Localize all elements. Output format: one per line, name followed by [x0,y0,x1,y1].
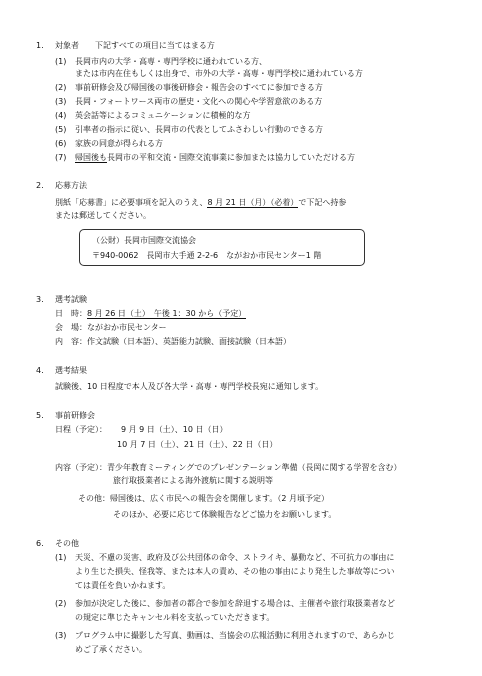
list-item-number: (3) [55,97,67,106]
text-part: で下記へ持参 [298,198,347,207]
training-other-2: そのほか、必要に応じて体験報告などご協力をお願いします。 [113,510,337,519]
list-item: 長岡市内の大学・高専・専門学校に通われている方、 [75,57,267,66]
section-1-number: 1. [36,41,44,50]
training-content-2: 旅行取扱業者による海外渡航に関する説明等 [113,476,273,485]
section-5-heading: 事前研修会 [55,411,95,420]
deadline: 8 月 21 日（月）（必着） [207,198,299,207]
exam-date-value: 8 月 26 日（土） 午後 1：30 から（予定） [87,309,247,318]
exam-date [55,309,246,319]
section-3-number: 3. [36,295,44,304]
list-item: 参加が決定した後に、参加者の都合で参加を辞退する場合は、主催者や旅行取扱業者など [75,599,395,608]
result-notice: 試験後、10 日程度で本人及び各大学・高専・専門学校長宛に通知します。 [55,382,324,391]
list-item-number: (3) [55,631,67,640]
application-instructions-2: または郵送してください。 [55,211,151,220]
list-item-number: (5) [55,125,67,134]
list-item [75,153,355,163]
section-5-number: 5. [36,411,44,420]
organization-name: （公財）長岡市国際交流協会 [92,236,196,245]
application-instructions [55,198,346,208]
exam-date-label: 日 時： [55,309,87,318]
section-4-number: 4. [36,366,44,375]
section-6-heading: その他 [55,539,79,548]
section-6-number: 6. [36,539,44,548]
list-item: プログラム中に撮影した写真、動画は、当協会の広報活動に利用されますので、あらかじ [75,631,395,640]
section-2-number: 2. [36,181,44,190]
section-1-heading: 対象者 下記すべての項目に当てはまる方 [55,41,215,50]
list-item-rest: 長岡市の平和交流・国際交流事業に参加または協力していただける方 [107,153,355,162]
training-other: その他：帰国後は、広く市民への報告会を開催します。（2 月頃予定） [78,494,329,503]
list-item: より生じた損失、怪我等、または本人の責め、その他の事由により発生した事故等につい [75,567,395,576]
text-part: 別紙「応募書」に必要事項を記入のうえ、 [55,198,208,207]
list-item: 英会話等によるコミュニケーションに積極的な方 [75,111,251,120]
list-item-number: (2) [55,83,67,92]
exam-venue: 会 場：ながおか市民センター [55,323,167,332]
section-2-heading: 応募方法 [55,181,87,190]
list-item-number: (1) [55,553,67,562]
schedule-dates: 10 月 7 日（土）、21 日（土）、22 日（日） [117,440,278,449]
schedule-label: 日程（予定）： [55,425,107,434]
list-item: 家族の同意が得られる方 [75,139,163,148]
organization-address: 〒940-0062 長岡市大手通 2-2-6 ながおか市民センター1 階 [92,251,322,260]
list-item: または市内在住もしくは出身で、市外の大学・高専・専門学校に通われている方 [75,69,363,78]
list-item: 天災、不慮の災害、政府及び公共団体の命令、ストライキ、暴動など、不可抗力の事由に [75,553,395,562]
list-item-number: (4) [55,111,67,120]
list-item-number: (6) [55,139,67,148]
underlined-text: 帰国後も [75,153,107,162]
exam-content: 内 容：作文試験（日本語）、英語能力試験、面接試験（日本語） [55,337,291,346]
list-item: の規定に準じたキャンセル料を支払っていただきます。 [75,613,275,622]
list-item: ては責任を負いかねます。 [75,581,171,590]
list-item: 長岡・フォートワース両市の歴史・文化への関心や学習意欲のある方 [75,97,323,106]
training-content: 内容（予定）：青少年教育ミーティングでのプレゼンテーション準備（長岡に関する学習を含む） [55,463,402,472]
list-item: めご了承ください。 [75,645,147,654]
list-item-number: (1) [55,57,67,66]
list-item: 引率者の指示に従い、長岡市の代表としてふさわしい行動のできる方 [75,125,323,134]
list-item-number: (2) [55,599,67,608]
schedule-dates: 9 月 9 日（土）、10 日（日） [121,425,228,434]
section-4-heading: 選考結果 [55,366,87,375]
section-3-heading: 選考試験 [55,295,87,304]
list-item: 事前研修会及び帰国後の事後研修会・報告会のすべてに参加できる方 [75,83,323,92]
list-item-number: (7) [55,153,67,162]
